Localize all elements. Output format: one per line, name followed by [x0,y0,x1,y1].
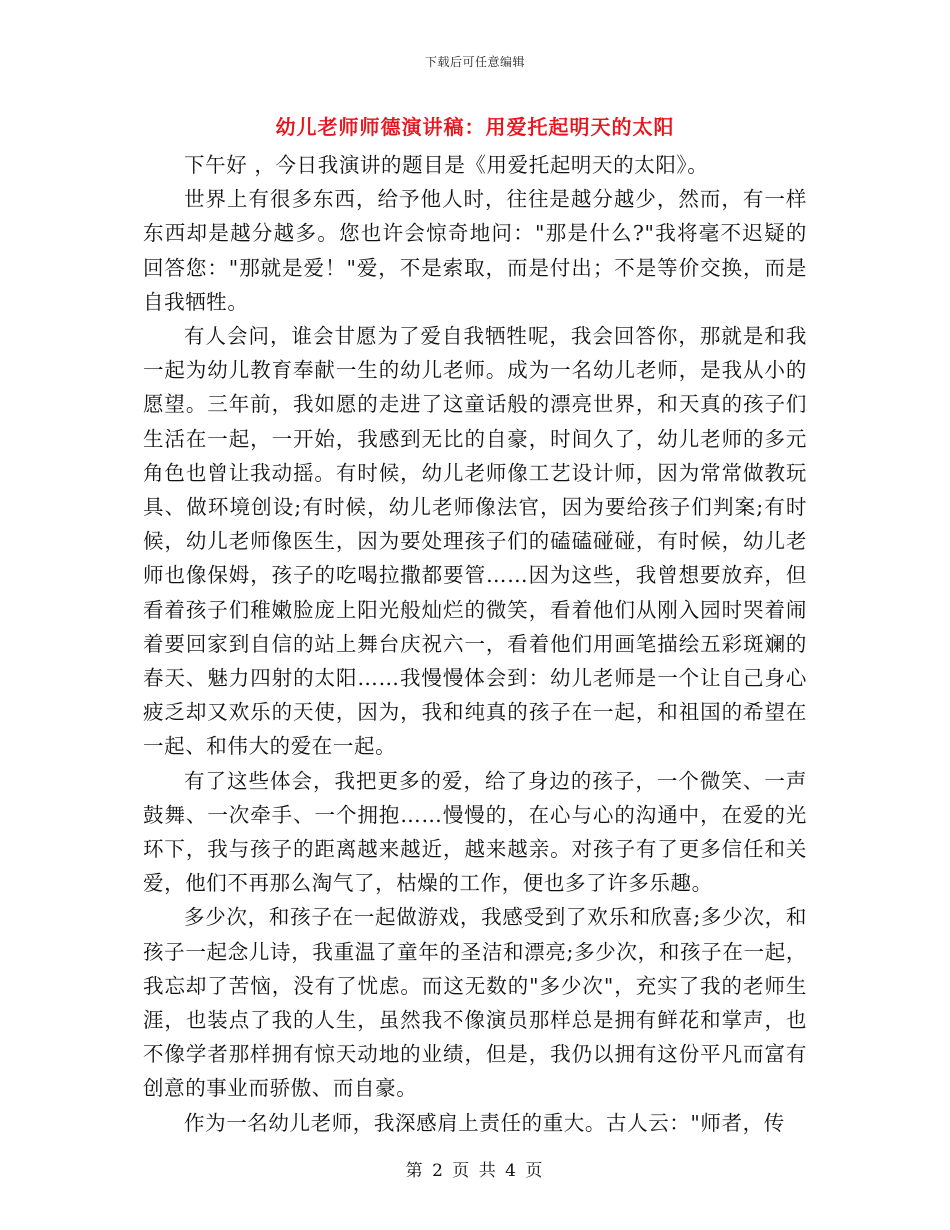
document-body [143,148,807,1140]
paragraph: 有人会问，谁会甘愿为了爱自我牺牲呢，我会回答你，那就是和我一起为幼儿教育奉献一生的幼儿老师。成为一名幼儿老师，是我从小的愿望。三年前，我如愿的走进了这童话般的漂亮世界，和天真的孩子们生活在一起，一开始，我感到无比的自豪，时间久了，幼儿老师的多元角色也曾让我动摇。有时候，幼儿老师像工艺设计师，因为常常做教玩具、做环境创设;有时候，幼儿老师像法官，因为要给孩子们判案;有时候，幼儿老师像医生，因为要处理孩子们的磕磕碰碰，有时候，幼儿老师也像保姆，孩子的吃喝拉撒都要管……因为这些，我曾想要放弃，但看着孩子们稚嫩脸庞上阳光般灿烂的微笑，看着他们从刚入园时哭着闹着要回家到自信的站上舞台庆祝六一，看着他们用画笔描绘五彩斑斓的春天、魅力四射的太阳……我慢慢体会到：幼儿老师是一个让自己身心疲乏却又欢乐的天使，因为，我和纯真的孩子在一起，和祖国的希望在一起、和伟大的爱在一起。 [143,324,807,759]
paragraph: 作为一名幼儿老师，我深感肩上责任的重大。古人云："师者，传 [184,1110,785,1135]
paragraph: 多少次，和孩子在一起做游戏，我感受到了欢乐和欣喜;多少次，和孩子一起念儿诗，我重温了童年的圣洁和漂亮;多少次，和孩子在一起，我忘却了苦恼，没有了忧虑。而这无数的"多少次"，充实了我的老师生涯，也装点了我的人生，虽然我不像演员那样总是拥有鲜花和掌声，也不像学者那样拥有惊天动地的业绩，但是，我仍以拥有这份平凡而富有创意的事业而骄傲、而自豪。 [143,905,807,1101]
header-note: 下载后可任意编辑 [424,55,525,69]
paragraph: 下午好 ，今日我演讲的题目是《用爱托起明天的太阳》。 [184,153,709,177]
paragraph: 有了这些体会，我把更多的爱，给了身边的孩子，一个微笑、一声鼓舞、一次牵手、一个拥抱……慢慢的，在心与心的沟通中，在爱的光环下，我与孩子的距离越来越近，越来越亲。对孩子有了更多信任和关爱，他们不再那么淘气了，枯燥的工作，便也多了许多乐趣。 [143,768,807,896]
page-number-footer: 第 2 页 共 4 页 [405,1161,545,1181]
document-title: 幼儿老师师德演讲稿：用爱托起明天的太阳 [275,115,675,139]
paragraph: 世界上有很多东西，给予他人时，往往是越分越少，然而，有一样东西却是越分越多。您也许会惊奇地问："那是什么?"我将毫不迟疑的回答您："那就是爱！"爱，不是索取，而是付出；不是等价交换，而是自我牺牲。 [143,187,807,314]
